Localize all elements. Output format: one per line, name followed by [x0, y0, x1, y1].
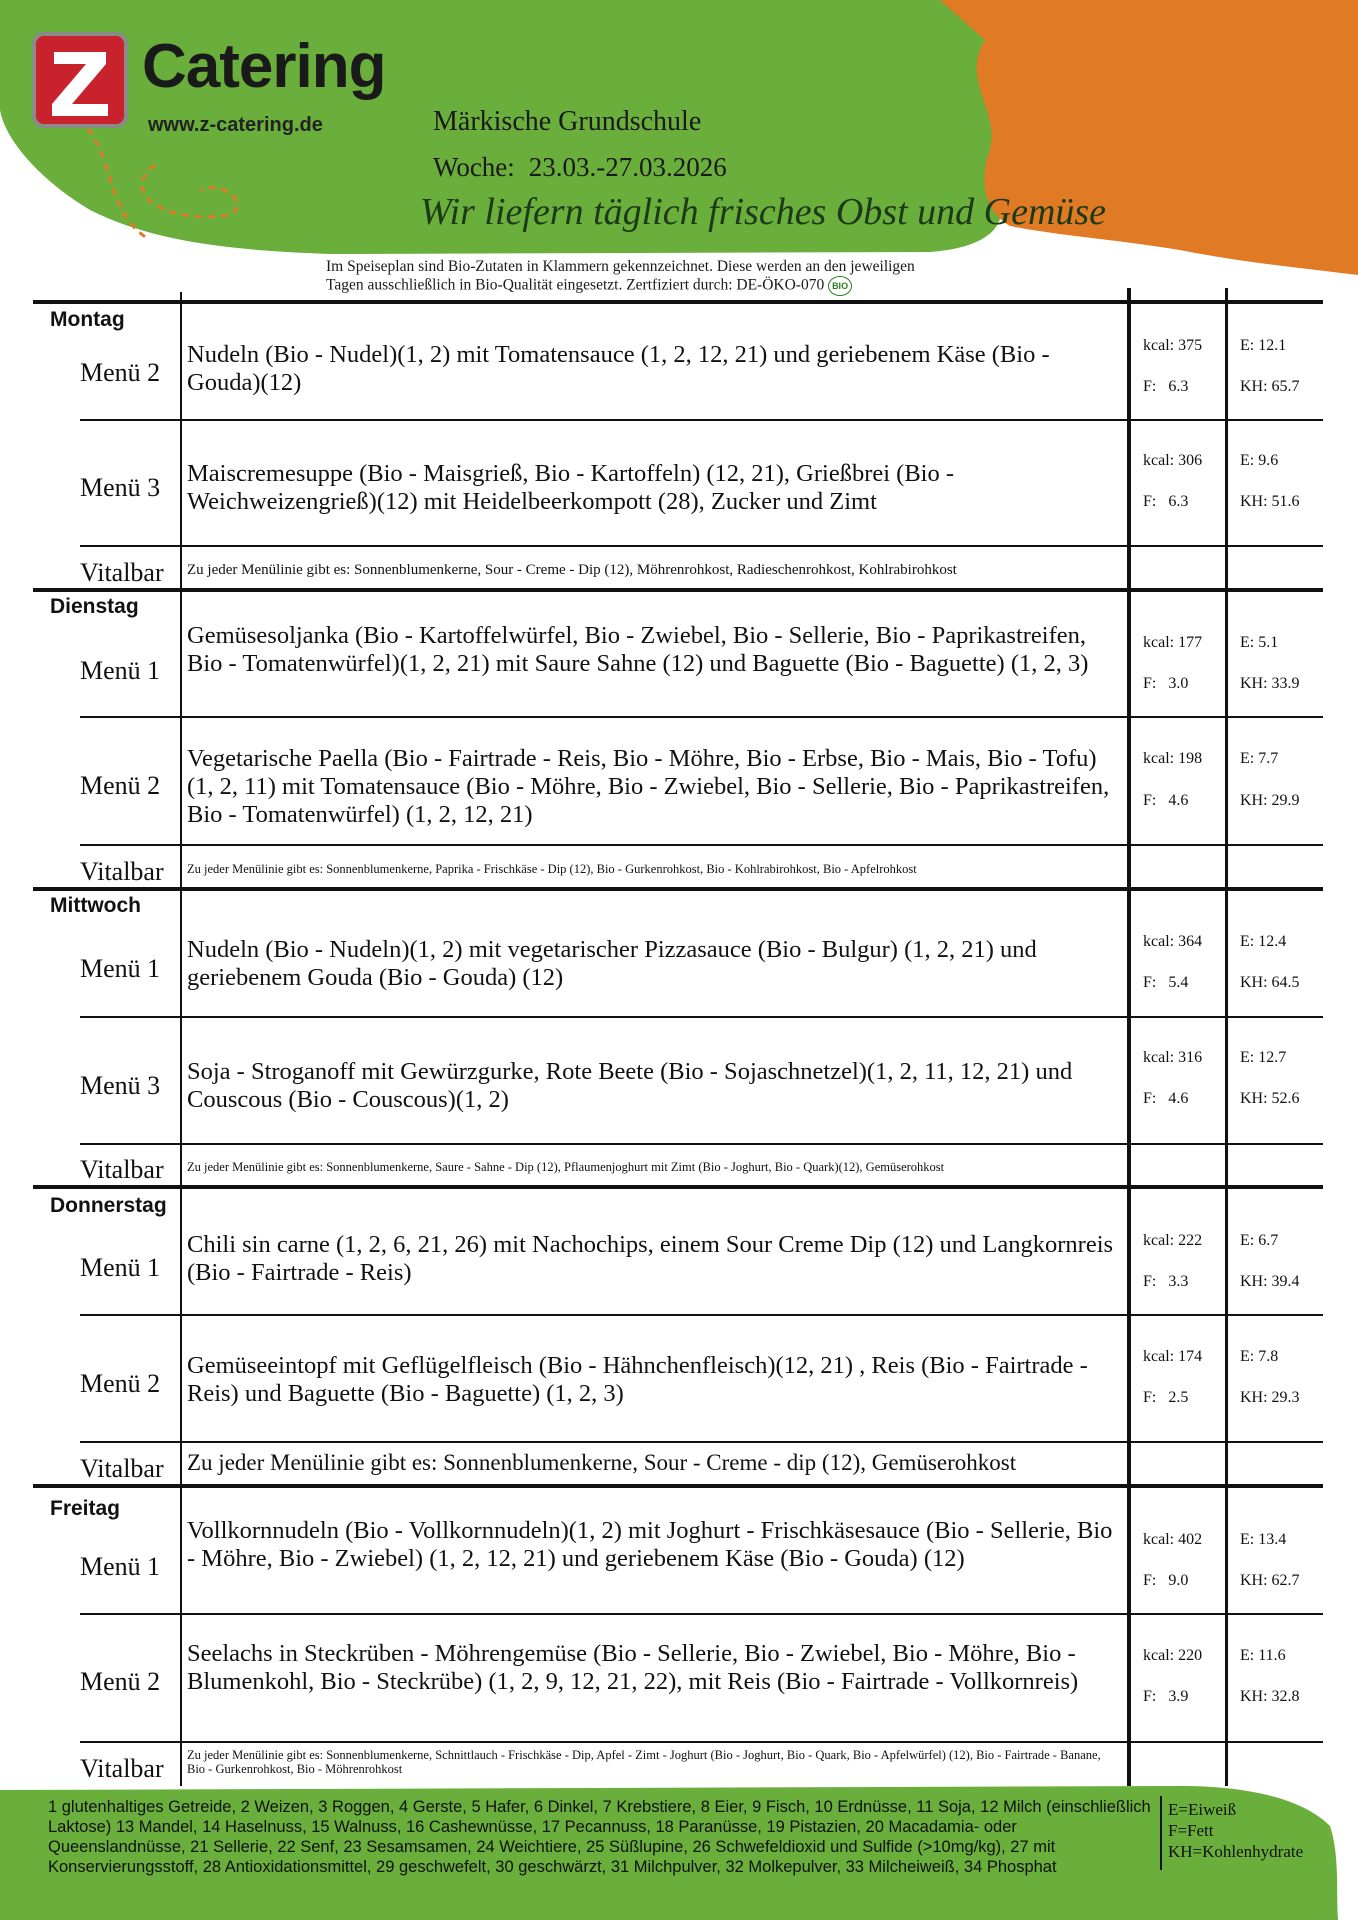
kcal-value: kcal: 222 — [1143, 1232, 1203, 1249]
menu-label: Menü 1 — [80, 1552, 161, 1581]
fat-value: F: 6.3 — [1143, 493, 1189, 510]
carbs-value: KH: 29.9 — [1240, 792, 1300, 809]
dish-description: Maiscremesuppe (Bio - Maisgrieß, Bio - Kartoffeln) (12, 21), Grießbrei (Bio - Weichweizengrieß)(12) mit Heidelbeerkompott (28), Zucker und Zimt — [187, 460, 955, 515]
fat-value: F: 9.0 — [1143, 1572, 1189, 1589]
logo-z-icon — [30, 30, 130, 130]
logo — [30, 22, 390, 142]
dish-description: Nudeln (Bio - Nudeln)(1, 2) mit vegetarischer Pizzasauce (Bio - Bulgur) (1, 2, 21) und geriebenem Gouda (Bio - Gouda) (12) — [187, 936, 1037, 991]
kcal-value: kcal: 306 — [1143, 452, 1203, 469]
kcal-value: kcal: 198 — [1143, 750, 1203, 767]
vitalbar-text: Zu jeder Menülinie gibt es: Sonnenblumenkerne, Paprika - Frischkäse - Dip (12), Bio - Gurkenrohkost, Bio - Kohlrabirohkost, Bio - Apfelrohkost — [187, 862, 917, 876]
menu-label: Menü 2 — [80, 1667, 161, 1696]
vitalbar-label: Vitalbar — [80, 558, 164, 587]
carbs-value: KH: 33.9 — [1240, 675, 1300, 692]
bio-note — [326, 258, 1026, 296]
protein-value: E: 12.4 — [1240, 933, 1287, 950]
protein-value: E: 12.7 — [1240, 1049, 1287, 1066]
vitalbar-label: Vitalbar — [80, 857, 164, 886]
protein-value: E: 12.1 — [1240, 337, 1287, 354]
bio-note-line1: Im Speiseplan sind Bio-Zutaten in Klammern gekennzeichnet. Diese werden an den jeweiligen — [326, 258, 915, 275]
dish-description: Seelachs in Steckrüben - Möhrengemüse (Bio - Sellerie, Bio - Zwiebel, Bio - Möhre, Bio - Blumenkohl, Bio - Steckrübe) (1, 2, 9, 12, 21, 22), mit Reis (Bio - Fairtrade - Vollkornreis) — [187, 1640, 1079, 1695]
fat-value: F: 3.9 — [1143, 1688, 1189, 1705]
nutrient-abbreviations — [1168, 1799, 1303, 1862]
vitalbar-label: Vitalbar — [80, 1155, 164, 1184]
menu-label: Menü 1 — [80, 1253, 161, 1282]
carbs-value: KH: 62.7 — [1240, 1572, 1300, 1589]
row-separator — [80, 545, 1323, 547]
protein-value: E: 7.7 — [1240, 750, 1279, 767]
carbs-value: KH: 64.5 — [1240, 974, 1300, 991]
abbr-protein: E=Eiweiß — [1168, 1800, 1237, 1819]
dish-description: Chili sin carne (1, 2, 6, 21, 26) mit Nachochips, einem Sour Creme Dip (12) und Langkornreis (Bio - Fairtrade - Reis) — [187, 1231, 1114, 1286]
row-separator — [80, 1143, 1323, 1145]
fat-value: F: 6.3 — [1143, 378, 1189, 395]
row-separator — [80, 716, 1323, 718]
vitalbar-text: Zu jeder Menülinie gibt es: Sonnenblumenkerne, Sour - Creme - Dip (12), Möhrenrohkost, Radieschenrohkost, Kohlrabirohkost — [187, 562, 957, 578]
menu-label: Menü 3 — [80, 473, 161, 502]
vitalbar-label: Vitalbar — [80, 1754, 164, 1783]
protein-value: E: 13.4 — [1240, 1531, 1287, 1548]
week-line — [433, 152, 727, 183]
kcal-value: kcal: 174 — [1143, 1348, 1203, 1365]
menu-label: Menü 1 — [80, 954, 161, 983]
carbs-value: KH: 52.6 — [1240, 1090, 1300, 1107]
protein-value: E: 11.6 — [1240, 1647, 1286, 1664]
row-separator — [80, 1613, 1323, 1615]
column-divider — [1127, 288, 1131, 1786]
carbs-value: KH: 39.4 — [1240, 1273, 1300, 1290]
day-label: Donnerstag — [50, 1194, 167, 1217]
protein-value: E: 5.1 — [1240, 634, 1279, 651]
fat-value: F: 5.4 — [1143, 974, 1189, 991]
bio-note-line2: Tagen ausschließlich in Bio-Qualität eingesetzt. Zertfiziert durch: DE-ÖKO-070 BIO — [326, 276, 1026, 296]
kcal-value: kcal: 364 — [1143, 933, 1203, 950]
fat-value: F: 4.6 — [1143, 1090, 1189, 1107]
vitalbar-text: Zu jeder Menülinie gibt es: Sonnenblumenkerne, Saure - Sahne - Dip (12), Pflaumenjoghurt mit Zimt (Bio - Joghurt, Bio - Quark)(12), Gemüserohkost — [187, 1160, 945, 1174]
fat-value: F: 4.6 — [1143, 792, 1189, 809]
protein-value: E: 9.6 — [1240, 452, 1279, 469]
vitalbar-text: Zu jeder Menülinie gibt es: Sonnenblumenkerne, Sour - Creme - dip (12), Gemüserohkost — [187, 1450, 1017, 1475]
row-separator — [80, 1441, 1323, 1443]
menu-label: Menü 2 — [80, 358, 161, 387]
fat-value: F: 3.0 — [1143, 675, 1189, 692]
protein-value: E: 6.7 — [1240, 1232, 1279, 1249]
row-separator — [80, 1314, 1323, 1316]
row-separator — [80, 1016, 1323, 1018]
week-range: 23.03.-27.03.2026 — [528, 152, 727, 182]
protein-value: E: 7.8 — [1240, 1348, 1279, 1365]
row-separator — [80, 844, 1323, 846]
carbs-value: KH: 32.8 — [1240, 1688, 1300, 1705]
kcal-value: kcal: 220 — [1143, 1647, 1203, 1664]
day-label: Freitag — [50, 1497, 121, 1520]
logo-text: Catering — [142, 32, 386, 101]
row-separator — [80, 1741, 1323, 1743]
vitalbar-text: Zu jeder Menülinie gibt es: Sonnenblumenkerne, Schnittlauch - Frischkäse - Dip, Apfel - Zimt - Joghurt (Bio - Joghurt, Bio - Quark, Bio - Apfelwürfel) (12), Bio - Fairtrade - Banane, Bio - Gurkenrohkost, Bio - Möhrenrohkost — [187, 1748, 1101, 1776]
row-separator — [80, 419, 1323, 421]
abbr-carbs: KH=Kohlenhydrate — [1168, 1842, 1304, 1861]
day-label: Mittwoch — [50, 894, 141, 917]
dish-description: Vollkornnudeln (Bio - Vollkornnudeln)(1, 2) mit Joghurt - Frischkäsesauce (Bio - Sellerie, Bio - Möhre, Bio - Zwiebel) (1, 2, 12, 21) und geriebenem Käse (Bio - Gouda) (12) — [187, 1517, 1113, 1572]
bio-seal-icon: BIO — [828, 276, 852, 296]
dish-description: Gemüsesoljanka (Bio - Kartoffelwürfel, Bio - Zwiebel, Bio - Sellerie, Bio - Paprikastreifen, Bio - Tomatenwürfel)(1, 2, 21) mit Saure Sahne (12) und Baguette (Bio - Baguette) (1, 2, 3) — [187, 622, 1089, 677]
logo-url: www.z-catering.de — [148, 114, 323, 136]
school-name: Märkische Grundschule — [433, 106, 702, 137]
abbr-fat: F=Fett — [1168, 1821, 1214, 1840]
fat-value: F: 2.5 — [1143, 1389, 1189, 1406]
allergen-legend: 1 glutenhaltiges Getreide, 2 Weizen, 3 Roggen, 4 Gerste, 5 Hafer, 6 Dinkel, 7 Krebstiere, 8 Eier, 9 Fisch, 10 Erdnüsse, 11 Soja, 12 Milch (einschließlich Laktose) 13 Mandel, 14 Haselnuss, 15 Walnuss, 16 Cashewnüsse, 17 Pecannuss, 18 Paranüsse, 19 Pistazien, 20 Macadamia- oder Queenslandnüsse, 21 Sellerie, 22 Senf, 23 Sesamsamen, 24 Weichtiere, 25 Süßlupine, 26 Schwefeldioxid und Sulfide (>10mg/kg), 27 mit Konservierungsstoff, 28 Antioxidationsmittel, 29 geschwefelt, 30 geschwärzt, 31 Milchpulver, 32 Molkepulver, 33 Milcheiweiß, 34 Phosphat — [48, 1798, 1151, 1876]
fat-value: F: 3.3 — [1143, 1273, 1189, 1290]
column-divider — [180, 292, 182, 1786]
dish-description: Nudeln (Bio - Nudel)(1, 2) mit Tomatensauce (1, 2, 12, 21) und geriebenem Käse (Bio - Gouda)(12) — [187, 341, 1050, 396]
day-label: Dienstag — [50, 595, 139, 618]
footer-divider — [1160, 1796, 1162, 1870]
dish-description: Soja - Stroganoff mit Gewürzgurke, Rote Beete (Bio - Sojaschnetzel)(1, 2, 11, 12, 21) und Couscous (Bio - Couscous)(1, 2) — [187, 1058, 1073, 1113]
kcal-value: kcal: 177 — [1143, 634, 1203, 651]
menu-label: Menü 1 — [80, 656, 161, 685]
kcal-value: kcal: 375 — [1143, 337, 1203, 354]
day-label: Montag — [50, 308, 125, 331]
vitalbar-label: Vitalbar — [80, 1454, 164, 1483]
slogan: Wir liefern täglich frisches Obst und Gemüse — [420, 191, 1107, 233]
menu-label: Menü 2 — [80, 1369, 161, 1398]
dish-description: Vegetarische Paella (Bio - Fairtrade - Reis, Bio - Möhre, Bio - Erbse, Bio - Mais, Bio - Tofu) (1, 2, 11) mit Tomatensauce (Bio - Möhre, Bio - Zwiebel, Bio - Sellerie, Bio - Paprikastreifen, Bio - Tomatenwürfel) (1, 2, 12, 21) — [187, 745, 1110, 828]
week-label: Woche: — [433, 152, 515, 182]
carbs-value: KH: 65.7 — [1240, 378, 1300, 395]
column-divider — [1225, 288, 1228, 1786]
carbs-value: KH: 51.6 — [1240, 493, 1300, 510]
kcal-value: kcal: 316 — [1143, 1049, 1203, 1066]
dish-description: Gemüseeintopf mit Geflügelfleisch (Bio - Hähnchenfleisch)(12, 21) , Reis (Bio - Fairtrade - Reis) und Baguette (Bio - Baguette) (1, 2, 3) — [187, 1352, 1088, 1407]
carbs-value: KH: 29.3 — [1240, 1389, 1300, 1406]
menu-label: Menü 2 — [80, 771, 161, 800]
kcal-value: kcal: 402 — [1143, 1531, 1203, 1548]
menu-label: Menü 3 — [80, 1071, 161, 1100]
